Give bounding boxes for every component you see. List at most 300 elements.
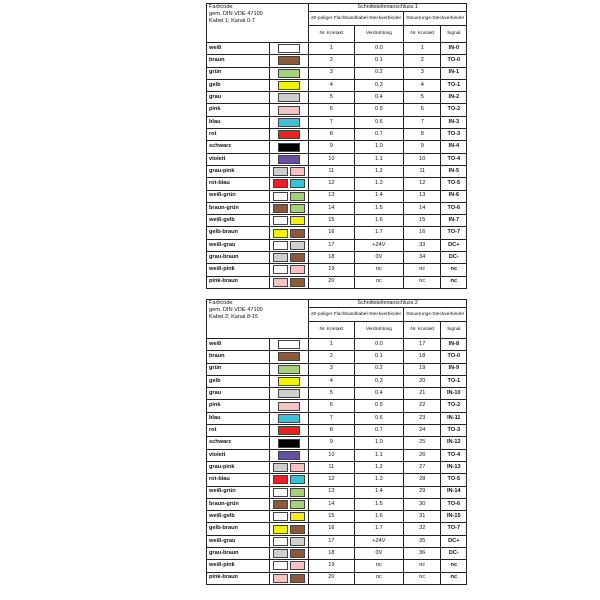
signal-name: IN-10 [441, 388, 467, 400]
color-swatch-cell [270, 252, 309, 264]
signal-name: IN-3 [441, 116, 467, 128]
color-swatch [290, 204, 305, 213]
contact-number: 10 [309, 153, 355, 165]
wire-color-name: grau-braun [207, 548, 270, 560]
wire-color-name: grau-pink [207, 165, 270, 177]
plc-contact-number: 36 [404, 548, 441, 560]
color-swatch-cell [270, 190, 309, 202]
wiring-value: 0.6 [354, 116, 403, 128]
plc-contact-number: 4 [404, 79, 441, 91]
plc-contact-number: 20 [404, 375, 441, 387]
wire-color-name: gelb [207, 79, 270, 91]
plc-contact-number: 25 [404, 437, 441, 449]
wiring-value: 1.2 [354, 165, 403, 177]
wire-color-name: blau [207, 412, 270, 424]
color-swatch [278, 44, 300, 53]
plc-contact-number: 29 [404, 486, 441, 498]
table-row [207, 79, 467, 91]
table-row [207, 461, 467, 473]
wiring-value: 1.4 [354, 190, 403, 202]
table-row [207, 239, 467, 251]
color-swatch [278, 81, 300, 90]
contact-number: 9 [309, 141, 355, 153]
signal-name: nc [441, 560, 467, 572]
wiring-value: 0.0 [354, 339, 403, 351]
wire-color-name: weiß-grau [207, 535, 270, 547]
wiring-value: 1.3 [354, 178, 403, 190]
plc-contact-number: 27 [404, 461, 441, 473]
color-swatch-cell [270, 388, 309, 400]
title-line: gem. DIN VDE 47100 [209, 306, 263, 313]
contact-number: 16 [309, 523, 355, 535]
color-swatch-cell [270, 560, 309, 572]
wire-color-name: rot-blau [207, 178, 270, 190]
signal-name: IN-6 [441, 190, 467, 202]
color-swatch [290, 500, 305, 509]
wiring-value: nc [354, 276, 403, 288]
color-swatch-cell [270, 339, 309, 351]
contact-number: 18 [309, 548, 355, 560]
plc-connector-heading: Steuerungs-Steckverbinder [404, 308, 467, 322]
signal-name: TO-5 [441, 178, 467, 190]
col-header-signal: Signal [441, 26, 467, 43]
color-swatch-cell [270, 375, 309, 387]
signal-name: IN-5 [441, 165, 467, 177]
wire-color-name: violett [207, 153, 270, 165]
color-swatch [290, 549, 305, 558]
col-header-contact-2: Nr. Kontakt [404, 322, 441, 339]
signal-name: TO-3 [441, 425, 467, 437]
color-swatch-cell [270, 43, 309, 55]
signal-name: TO-6 [441, 498, 467, 510]
color-swatch-cell [270, 572, 309, 584]
contact-number: 2 [309, 55, 355, 67]
table-title [207, 4, 309, 43]
color-swatch [273, 500, 288, 509]
contact-number: 12 [309, 474, 355, 486]
ribbon-connector-heading: 20-poliger Flachbandkabel-Steckverbinder [309, 12, 404, 26]
color-swatch-cell [270, 202, 309, 214]
signal-name: nc [441, 264, 467, 276]
plc-contact-number: 13 [404, 190, 441, 202]
wire-color-name: braun-grün [207, 498, 270, 510]
color-swatch [278, 93, 300, 102]
wire-color-name: grau [207, 388, 270, 400]
color-swatch-cell [270, 437, 309, 449]
color-swatch [278, 414, 300, 423]
color-swatch [290, 278, 305, 287]
contact-number: 17 [309, 239, 355, 251]
table-row [207, 55, 467, 67]
table-row [207, 104, 467, 116]
color-swatch [273, 463, 288, 472]
table-row [207, 535, 467, 547]
table-row [207, 523, 467, 535]
wire-color-name: schwarz [207, 437, 270, 449]
color-swatch-cell [270, 178, 309, 190]
wire-color-name: weiß-grün [207, 190, 270, 202]
color-swatch [278, 69, 300, 78]
table-row [207, 264, 467, 276]
contact-number: 5 [309, 92, 355, 104]
col-header-wiring: Verdrahtung [354, 26, 403, 43]
color-swatch [290, 192, 305, 201]
wiring-value: 1.2 [354, 461, 403, 473]
color-swatch [290, 475, 305, 484]
plc-contact-number: nc [404, 572, 441, 584]
signal-name: TO-0 [441, 351, 467, 363]
contact-number: 1 [309, 339, 355, 351]
contact-number: 14 [309, 202, 355, 214]
color-swatch [278, 402, 300, 411]
plc-contact-number: nc [404, 264, 441, 276]
signal-name: DC- [441, 252, 467, 264]
color-swatch [278, 389, 300, 398]
plc-contact-number: 16 [404, 227, 441, 239]
wiring-value: 0.5 [354, 104, 403, 116]
wiring-value: 1.0 [354, 437, 403, 449]
wiring-value: nc [354, 264, 403, 276]
contact-number: 20 [309, 572, 355, 584]
wire-color-name: weiß-gelb [207, 511, 270, 523]
color-swatch-cell [270, 276, 309, 288]
table-row [207, 215, 467, 227]
wiring-value: 1.5 [354, 498, 403, 510]
color-swatch [278, 426, 300, 435]
color-swatch-cell [270, 498, 309, 510]
plc-contact-number: 9 [404, 141, 441, 153]
color-swatch [290, 253, 305, 262]
table-row [207, 276, 467, 288]
wire-color-name: grau-braun [207, 252, 270, 264]
plc-contact-number: 2 [404, 55, 441, 67]
signal-name: IN-11 [441, 412, 467, 424]
color-swatch [278, 118, 300, 127]
wiring-value: 0V [354, 548, 403, 560]
contact-number: 5 [309, 388, 355, 400]
contact-number: 18 [309, 252, 355, 264]
wiring-value: 0V [354, 252, 403, 264]
wire-color-name: weiß-pink [207, 264, 270, 276]
contact-number: 13 [309, 190, 355, 202]
color-swatch-cell [270, 153, 309, 165]
color-swatch-cell [270, 412, 309, 424]
signal-name: TO-6 [441, 202, 467, 214]
color-swatch [278, 340, 300, 349]
wiring-value: 1.6 [354, 215, 403, 227]
table-row [207, 92, 467, 104]
pinout-table-cable-2 [206, 299, 467, 585]
color-swatch [273, 561, 288, 570]
wiring-value: 1.1 [354, 449, 403, 461]
wire-color-name: weiß-pink [207, 560, 270, 572]
wire-color-name: grün [207, 363, 270, 375]
plc-contact-number: 18 [404, 351, 441, 363]
wiring-value: 0.3 [354, 79, 403, 91]
signal-name: TO-7 [441, 523, 467, 535]
color-swatch [278, 352, 300, 361]
color-swatch [273, 229, 288, 238]
table-row [207, 375, 467, 387]
table-row [207, 43, 467, 55]
color-swatch [290, 229, 305, 238]
table-row [207, 400, 467, 412]
plc-contact-number: 15 [404, 215, 441, 227]
title-line: Kabel 1; Kanal 0-7 [209, 17, 256, 24]
color-swatch-cell [270, 351, 309, 363]
color-swatch-cell [270, 535, 309, 547]
ribbon-connector-heading: 20-poliger Flachbandkabel-Steckverbinder [309, 308, 404, 322]
table-row [207, 474, 467, 486]
wire-color-name: weiß-grau [207, 239, 270, 251]
signal-name: TO-4 [441, 449, 467, 461]
table-row [207, 363, 467, 375]
wire-color-name: pink [207, 400, 270, 412]
color-swatch-cell [270, 363, 309, 375]
table-row [207, 351, 467, 363]
wire-color-name: weiß [207, 339, 270, 351]
color-swatch [278, 451, 300, 460]
contact-number: 19 [309, 264, 355, 276]
wiring-value: 1.7 [354, 227, 403, 239]
plc-contact-number: 7 [404, 116, 441, 128]
contact-number: 10 [309, 449, 355, 461]
wiring-value: 0.2 [354, 67, 403, 79]
color-swatch [278, 365, 300, 374]
plc-contact-number: 31 [404, 511, 441, 523]
plc-contact-number: 6 [404, 104, 441, 116]
color-swatch [290, 241, 305, 250]
contact-number: 7 [309, 412, 355, 424]
wiring-value: +24V [354, 535, 403, 547]
color-swatch-cell [270, 79, 309, 91]
pinout-table-cable-1 [206, 3, 467, 289]
contact-number: 3 [309, 67, 355, 79]
wiring-value: 1.5 [354, 202, 403, 214]
col-header-contact: Nr. Kontakt [309, 26, 355, 43]
color-swatch [273, 537, 288, 546]
color-swatch-cell [270, 400, 309, 412]
color-swatch [273, 525, 288, 534]
color-swatch [273, 253, 288, 262]
color-swatch-cell [270, 239, 309, 251]
plc-contact-number: 26 [404, 449, 441, 461]
wire-color-name: grau-pink [207, 461, 270, 473]
signal-name: IN-7 [441, 215, 467, 227]
plc-contact-number: 10 [404, 153, 441, 165]
color-swatch [278, 106, 300, 115]
signal-name: nc [441, 572, 467, 584]
plc-contact-number: 28 [404, 474, 441, 486]
color-swatch [278, 155, 300, 164]
wiring-value: nc [354, 560, 403, 572]
signal-name: TO-1 [441, 375, 467, 387]
signal-name: TO-1 [441, 79, 467, 91]
contact-number: 12 [309, 178, 355, 190]
color-swatch-cell [270, 548, 309, 560]
signal-name: IN-2 [441, 92, 467, 104]
signal-name: DC+ [441, 535, 467, 547]
col-header-signal: Signal [441, 322, 467, 339]
wire-color-name: pink [207, 104, 270, 116]
color-swatch-cell [270, 92, 309, 104]
color-swatch-cell [270, 449, 309, 461]
color-swatch [290, 525, 305, 534]
contact-number: 16 [309, 227, 355, 239]
signal-name: IN-1 [441, 67, 467, 79]
plc-contact-number: 33 [404, 239, 441, 251]
wire-color-name: rot [207, 129, 270, 141]
wire-color-name: weiß-gelb [207, 215, 270, 227]
plc-contact-number: 8 [404, 129, 441, 141]
color-swatch-cell [270, 67, 309, 79]
plc-contact-number: 14 [404, 202, 441, 214]
contact-number: 13 [309, 486, 355, 498]
signal-name: DC+ [441, 239, 467, 251]
wire-color-name: grün [207, 67, 270, 79]
plc-contact-number: 5 [404, 92, 441, 104]
wire-color-name: gelb [207, 375, 270, 387]
table-row [207, 153, 467, 165]
wiring-value: 1.4 [354, 486, 403, 498]
color-swatch-cell [270, 474, 309, 486]
signal-name: TO-2 [441, 400, 467, 412]
signal-name: IN-4 [441, 141, 467, 153]
color-swatch [290, 574, 305, 583]
wiring-value: 0.2 [354, 363, 403, 375]
wiring-value: 1.3 [354, 474, 403, 486]
table-row [207, 511, 467, 523]
color-swatch [273, 179, 288, 188]
plc-contact-number: 30 [404, 498, 441, 510]
color-swatch-cell [270, 486, 309, 498]
wiring-value: 0.7 [354, 129, 403, 141]
wire-color-name: braun [207, 55, 270, 67]
contact-number: 2 [309, 351, 355, 363]
color-swatch [273, 241, 288, 250]
table-row [207, 425, 467, 437]
color-swatch [273, 512, 288, 521]
plc-contact-number: 34 [404, 252, 441, 264]
signal-name: TO-0 [441, 55, 467, 67]
color-swatch [273, 574, 288, 583]
wire-color-name: braun-grün [207, 202, 270, 214]
wire-color-name: gelb-braun [207, 523, 270, 535]
wiring-value: 0.1 [354, 351, 403, 363]
table-row [207, 165, 467, 177]
table-row [207, 498, 467, 510]
color-swatch [273, 278, 288, 287]
color-swatch [290, 265, 305, 274]
plc-contact-number: nc [404, 560, 441, 572]
wiring-value: 0.1 [354, 55, 403, 67]
table-row [207, 412, 467, 424]
signal-name: TO-4 [441, 153, 467, 165]
color-swatch [273, 192, 288, 201]
plc-contact-number: nc [404, 276, 441, 288]
table-row [207, 572, 467, 584]
wire-color-name: pink-braun [207, 276, 270, 288]
signal-name: TO-2 [441, 104, 467, 116]
wire-color-name: rot-blau [207, 474, 270, 486]
signal-name: TO-5 [441, 474, 467, 486]
plc-connector-heading: Steuerungs-Steckverbinder [404, 12, 467, 26]
connector-heading: Schnittstellenanschluss 2 [309, 300, 467, 308]
wire-color-name: weiß-grün [207, 486, 270, 498]
wiring-value: 0.6 [354, 412, 403, 424]
table-row [207, 388, 467, 400]
color-swatch-cell [270, 55, 309, 67]
table-row [207, 116, 467, 128]
color-swatch [273, 216, 288, 225]
title-line: gem. DIN VDE 47100 [209, 10, 263, 17]
wiring-value: 0.0 [354, 43, 403, 55]
plc-contact-number: 22 [404, 400, 441, 412]
table-row [207, 437, 467, 449]
plc-contact-number: 23 [404, 412, 441, 424]
color-swatch-cell [270, 141, 309, 153]
table-row [207, 202, 467, 214]
color-swatch-cell [270, 461, 309, 473]
color-swatch [278, 143, 300, 152]
table-row [207, 141, 467, 153]
color-swatch [290, 512, 305, 521]
signal-name: IN-8 [441, 339, 467, 351]
wiring-value: 1.6 [354, 511, 403, 523]
contact-number: 15 [309, 511, 355, 523]
contact-number: 15 [309, 215, 355, 227]
color-swatch [273, 204, 288, 213]
col-header-contact-2: Nr. Kontakt [404, 26, 441, 43]
wiring-value: 0.7 [354, 425, 403, 437]
table-row [207, 252, 467, 264]
signal-name: TO-3 [441, 129, 467, 141]
wiring-value: 1.1 [354, 153, 403, 165]
wiring-value: nc [354, 572, 403, 584]
wiring-value: 0.5 [354, 400, 403, 412]
contact-number: 1 [309, 43, 355, 55]
color-swatch-cell [270, 511, 309, 523]
color-swatch [278, 56, 300, 65]
col-header-wiring: Verdrahtung [354, 322, 403, 339]
contact-number: 7 [309, 116, 355, 128]
wire-color-name: weiß [207, 43, 270, 55]
color-swatch [278, 377, 300, 386]
color-swatch [290, 179, 305, 188]
contact-number: 20 [309, 276, 355, 288]
plc-contact-number: 32 [404, 523, 441, 535]
color-swatch [273, 488, 288, 497]
color-swatch [290, 216, 305, 225]
plc-contact-number: 17 [404, 339, 441, 351]
color-swatch [273, 265, 288, 274]
wire-color-name: violett [207, 449, 270, 461]
color-swatch [290, 488, 305, 497]
title-line: Farbcode [209, 300, 233, 306]
table-row [207, 190, 467, 202]
signal-name: IN-9 [441, 363, 467, 375]
color-swatch-cell [270, 264, 309, 276]
contact-number: 4 [309, 375, 355, 387]
contact-number: 3 [309, 363, 355, 375]
contact-number: 11 [309, 165, 355, 177]
title-line: Kabel 2; Kanal 8-15 [209, 313, 259, 320]
color-swatch-cell [270, 165, 309, 177]
color-swatch [273, 475, 288, 484]
plc-contact-number: 1 [404, 43, 441, 55]
signal-name: IN-14 [441, 486, 467, 498]
contact-number: 9 [309, 437, 355, 449]
